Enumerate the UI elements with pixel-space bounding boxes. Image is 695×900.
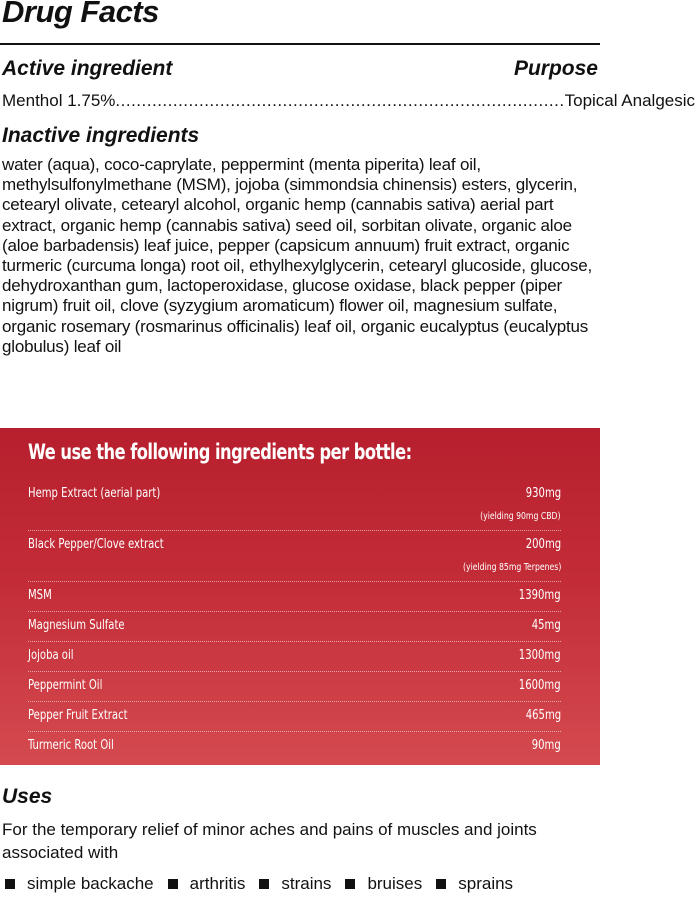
- ingredient-amount: 1300mg: [519, 648, 561, 663]
- square-bullet-icon: [436, 879, 446, 889]
- ingredient-amount: 200mg: [525, 537, 561, 552]
- table-row: [28, 531, 561, 582]
- ingredient-name: MSM: [28, 588, 52, 603]
- ingredient-name: Pepper Fruit Extract: [28, 708, 128, 723]
- list-item: [168, 874, 246, 894]
- ingredient-yield-note: (yielding 85mg Terpenes): [462, 562, 561, 573]
- square-bullet-icon: [259, 879, 269, 889]
- active-ingredient-line: [2, 91, 695, 111]
- active-ingredient-heading: Active ingredient: [2, 57, 173, 80]
- ingredient-name: Peppermint Oil: [28, 678, 103, 693]
- use-label: simple backache: [27, 874, 154, 893]
- square-bullet-icon: [5, 879, 15, 889]
- dot-leader: ......................................................................................: [115, 91, 565, 110]
- table-row: [28, 582, 561, 612]
- uses-list: [5, 874, 527, 894]
- uses-text: For the temporary relief of minor aches and pains of muscles and joints associated with: [2, 820, 537, 862]
- per-bottle-heading: We use the following ingredients per bottle:: [28, 440, 412, 464]
- list-item: [436, 874, 513, 894]
- ingredient-amount: 90mg: [532, 738, 561, 753]
- use-label: arthritis: [189, 874, 246, 893]
- uses-heading: Uses: [2, 785, 53, 808]
- square-bullet-icon: [168, 879, 178, 889]
- ingredient-name: Black Pepper/Clove extract: [28, 537, 164, 552]
- purpose-heading: Purpose: [513, 57, 598, 80]
- ingredient-name: Jojoba oil: [28, 648, 74, 663]
- use-label: bruises: [367, 874, 423, 893]
- ingredient-yield-note: (yielding 90mg CBD): [480, 511, 561, 522]
- ingredient-amount: 1390mg: [519, 588, 561, 603]
- ingredient-name: Magnesium Sulfate: [28, 618, 125, 633]
- ingredient-name: Hemp Extract (aerial part): [28, 486, 161, 501]
- table-row: [28, 612, 561, 642]
- per-bottle-panel: [0, 428, 600, 765]
- table-row: [28, 642, 561, 672]
- title-divider: [0, 43, 600, 45]
- ingredient-name: Turmeric Root Oil: [28, 738, 114, 753]
- page-title: Drug Facts: [2, 0, 159, 29]
- ingredient-amount: 45mg: [532, 618, 561, 633]
- table-row: [28, 672, 561, 702]
- square-bullet-icon: [345, 879, 355, 889]
- active-ingredient-purpose: Topical Analgesic: [564, 91, 695, 110]
- use-label: strains: [281, 874, 332, 893]
- inactive-ingredients-text: water (aqua), coco-caprylate, peppermint (menta piperita) leaf oil, methylsulfonylmethane (MSM), jojoba (simmondsia chinensis) esters, glycerin, cetearyl olivate, cetearyl alcohol, organic hemp (cannabis sativa) aerial part extract, organic hemp (cannabis sativa) seed oil, sorbitan olivate, organic aloe (aloe barbadensis) leaf juice, pepper (capsicum annuum) fruit extract, organic turmeric (curcuma longa) root oil, ethylhexylglycerin, cetearyl glucoside, glucose, dehydroxanthan gum, lactoperoxidase, glucose oxidase, black pepper (piper nigrum) fruit oil, clove (syzygium aromaticum) flower oil, magnesium sulfate, organic rosemary (rosmarinus officinalis) leaf oil, organic eucalyptus (eucalyptus globulus) leaf oil: [2, 155, 592, 356]
- ingredient-amount: 465mg: [525, 708, 561, 723]
- table-row: [28, 732, 561, 761]
- per-bottle-table: [28, 480, 561, 761]
- active-ingredient-name: Menthol 1.75%: [2, 91, 116, 110]
- list-item: [5, 874, 154, 894]
- list-item: [259, 874, 331, 894]
- table-row: [28, 702, 561, 732]
- ingredient-amount: 1600mg: [519, 678, 561, 693]
- use-label: sprains: [458, 874, 514, 893]
- inactive-ingredients-heading: Inactive ingredients: [2, 124, 200, 147]
- table-row: [28, 480, 561, 531]
- list-item: [345, 874, 422, 894]
- ingredient-amount: 930mg: [525, 486, 561, 501]
